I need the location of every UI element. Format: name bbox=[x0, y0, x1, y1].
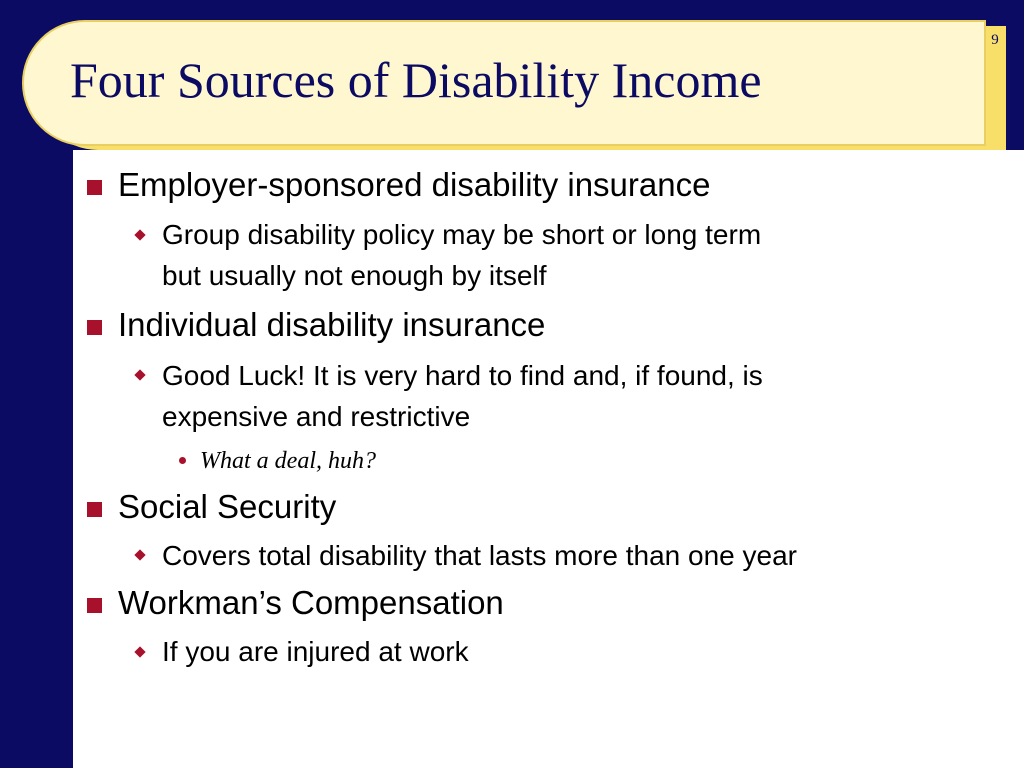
sub-bullet-line: Group disability policy may be short or long term bbox=[162, 219, 762, 250]
diamond-bullet-icon bbox=[134, 646, 145, 657]
square-bullet-icon bbox=[87, 320, 102, 335]
bullet-item: Employer-sponsored disability insurance bbox=[118, 166, 711, 203]
square-bullet-icon bbox=[87, 502, 102, 517]
sub-bullet-line: Covers total disability that lasts more than one year bbox=[162, 540, 797, 571]
diamond-bullet-icon bbox=[134, 229, 145, 240]
bullet-item: Workman’s Compensation bbox=[118, 584, 504, 621]
bullet-item: Social Security bbox=[118, 488, 337, 525]
square-bullet-icon bbox=[87, 180, 102, 195]
slide-title: Four Sources of Disability Income bbox=[70, 52, 762, 108]
square-bullet-icon bbox=[87, 598, 102, 613]
sub-bullet-line: If you are injured at work bbox=[162, 636, 469, 667]
slide-number: 9 bbox=[991, 32, 999, 48]
sub-bullet-line: expensive and restrictive bbox=[162, 401, 471, 432]
sub-bullet-line: Good Luck! It is very hard to find and, if found, is bbox=[162, 360, 763, 391]
sub-bullet-line: but usually not enough by itself bbox=[162, 260, 547, 291]
sub-sub-bullet: What a deal, huh? bbox=[200, 448, 376, 474]
bullet-item: Individual disability insurance bbox=[118, 306, 546, 343]
round-bullet-icon bbox=[179, 457, 186, 464]
diamond-bullet-icon bbox=[134, 549, 145, 560]
diamond-bullet-icon bbox=[134, 369, 145, 380]
